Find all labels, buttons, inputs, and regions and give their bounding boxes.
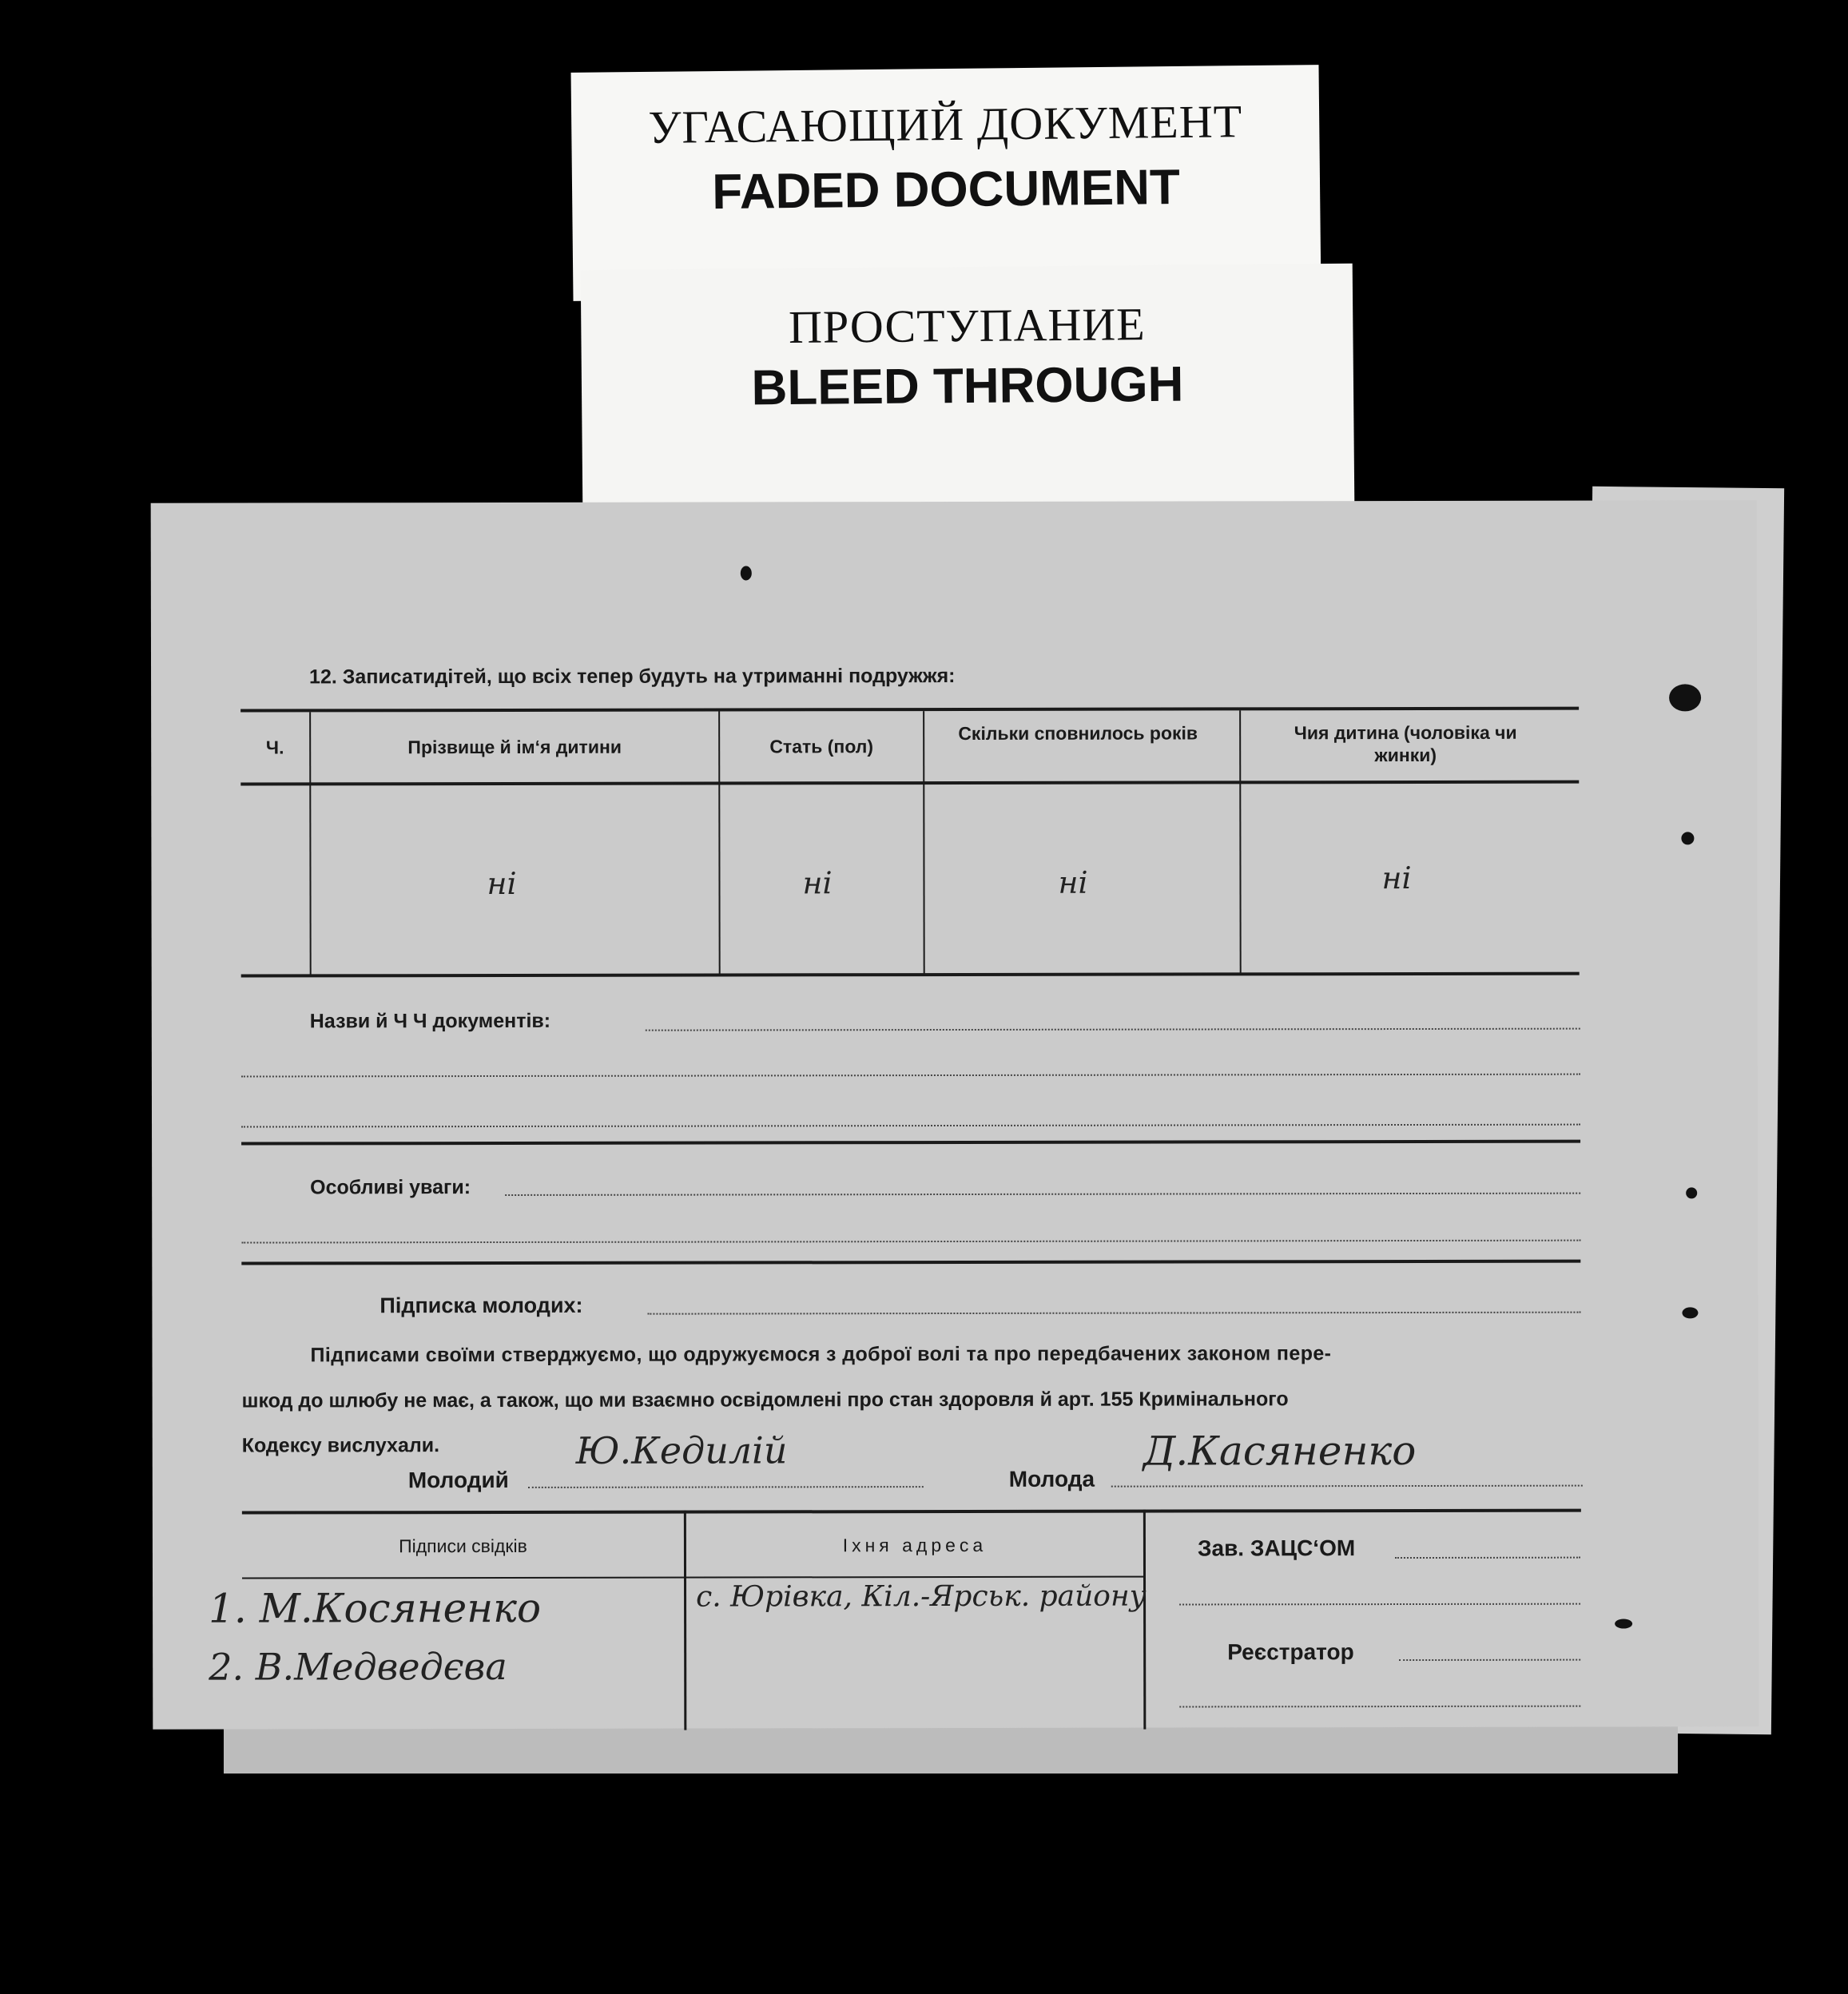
table-top-rule: [240, 707, 1579, 713]
registrar-label: Реєстратор: [1227, 1639, 1354, 1665]
documents-line: [646, 1028, 1580, 1031]
notes-label: Особливі уваги:: [310, 1176, 471, 1199]
documents-line: [241, 1124, 1580, 1128]
ink-spot: [1682, 1307, 1698, 1318]
entry-name: ні: [487, 865, 517, 902]
col-child-name: Прізвище й ім‘я дитини: [407, 736, 622, 758]
col-whose-child: Чия дитина (чоловіка чи жинки): [1294, 721, 1517, 766]
col-sex: Стать (пол): [769, 736, 874, 757]
block-top-rule: [242, 1509, 1581, 1515]
bride-signature: Д.Касяненко: [1143, 1427, 1417, 1475]
ink-spot: [1669, 684, 1701, 711]
table-col-divider: [1239, 710, 1242, 974]
zags-line: [1179, 1603, 1580, 1606]
table-col-divider: [923, 711, 925, 975]
ink-spot: [1686, 1187, 1697, 1198]
registrar-line: [1179, 1706, 1580, 1708]
entry-age: ні: [1058, 864, 1088, 900]
groom-signature-line: [528, 1486, 924, 1488]
section-title: 12. Записатидітей, що всіх тепер будуть на утриманні подружжя:: [309, 664, 956, 689]
witness-2-signature: 2. В.Медведєва: [209, 1644, 507, 1689]
ink-spot: [1681, 832, 1694, 844]
witnesses-header: Підписи свідків: [399, 1535, 527, 1557]
ink-spot: [1615, 1619, 1632, 1629]
documents-label: Назви й Ч Ч документів:: [309, 1009, 551, 1033]
documents-line: [241, 1074, 1580, 1078]
zags-label: Зав. ЗАЦС‘ОМ: [1197, 1535, 1356, 1561]
notes-line: [241, 1240, 1580, 1244]
col-number: Ч.: [265, 737, 284, 758]
witness-address: с. Юрівка, Кіл.-Ярськ. району: [696, 1579, 1147, 1614]
ink-spot: [741, 566, 752, 580]
bleed-label-en: BLEED THROUGH: [751, 356, 1184, 416]
entry-sex: ні: [802, 865, 833, 901]
table-bottom-rule: [241, 972, 1580, 978]
block-divider: [1143, 1510, 1146, 1730]
faded-label-en: FADED DOCUMENT: [711, 159, 1181, 220]
declaration-line-3: Кодексу вислухали.: [241, 1434, 440, 1457]
table-header-rule: [240, 781, 1579, 786]
witness-1-signature: 1. М.Косяненко: [209, 1584, 542, 1632]
bride-label: Молода: [1008, 1466, 1095, 1492]
registrar-line: [1399, 1659, 1580, 1661]
declaration-line-2: шкод до шлюбу не має, а також, що ми взаємно освідомлені про стан здоровля й арт. 155 Кримінального: [241, 1388, 1289, 1412]
marriage-record-form: [151, 500, 1759, 1730]
faded-label-ru: УГАСАЮЩИЙ ДОКУМЕНТ: [648, 95, 1243, 153]
zags-line: [1395, 1557, 1580, 1559]
block-header-rule: [242, 1576, 1143, 1579]
groom-signature: Ю.Кедилій: [575, 1428, 788, 1472]
signature-line: [647, 1312, 1580, 1315]
groom-label: Молодий: [407, 1467, 509, 1493]
address-header: Іхня адреса: [842, 1534, 988, 1556]
notes-line: [505, 1193, 1580, 1196]
bleed-through-label: [581, 264, 1355, 510]
signature-title: Підписка молодих:: [380, 1293, 583, 1318]
bride-signature-line: [1111, 1485, 1583, 1488]
col-age: Скільки сповнилось років: [958, 722, 1198, 744]
bleed-label-ru: ПРОСТУПАНИЕ: [788, 298, 1146, 353]
entry-whose: ні: [1381, 860, 1412, 896]
section-rule: [241, 1140, 1580, 1146]
declaration-line-1: Підписами своїми стверджуємо, що одружуємося з доброї волі та про передбачених законом пере-: [310, 1342, 1332, 1367]
section-rule: [241, 1260, 1580, 1265]
